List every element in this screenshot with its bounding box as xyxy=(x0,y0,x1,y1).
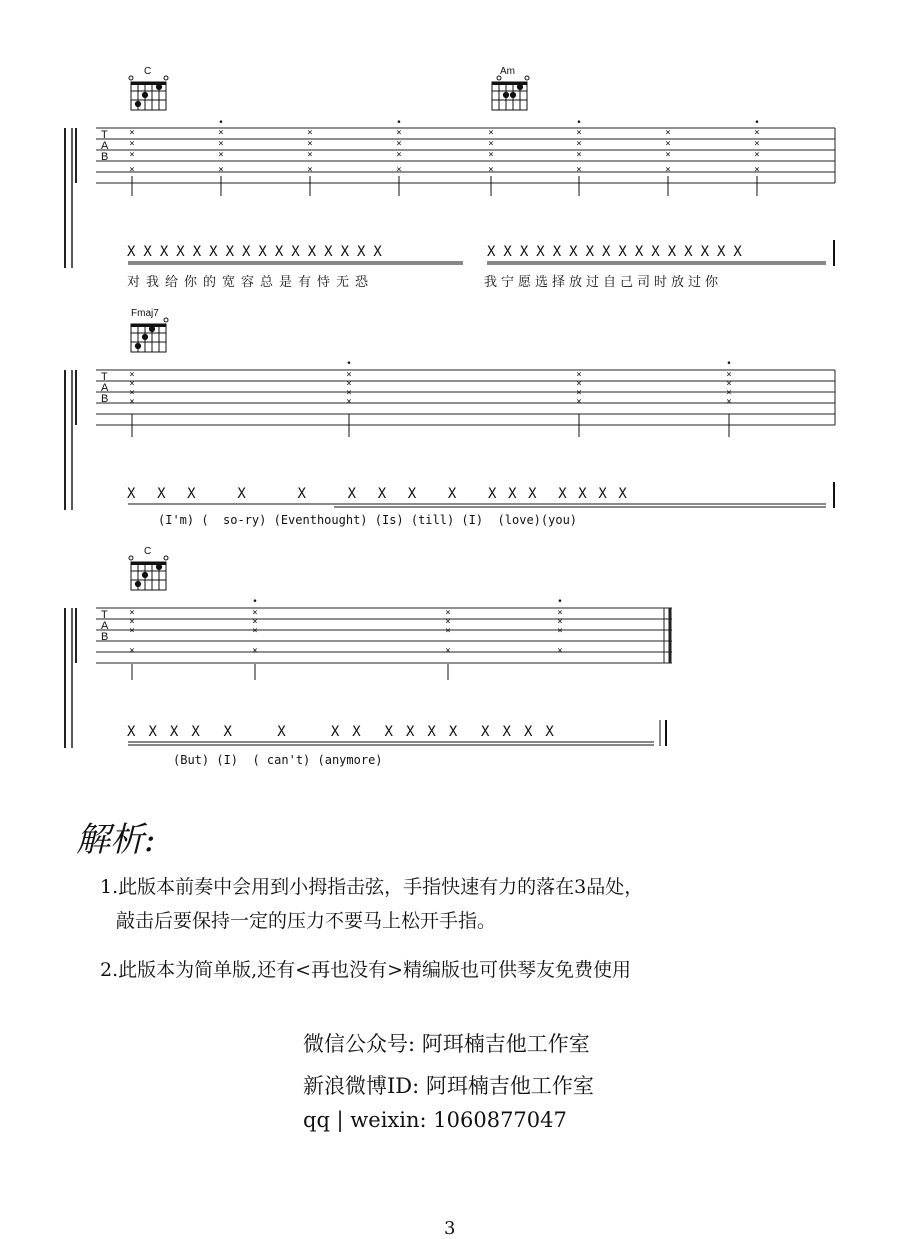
chord-diagram-c xyxy=(129,556,168,590)
svg-text:×: × xyxy=(129,608,135,618)
svg-text:×: × xyxy=(396,150,402,160)
tab-label: T A B xyxy=(101,129,109,163)
svg-text:•: • xyxy=(346,359,352,369)
svg-text:×: × xyxy=(129,388,135,398)
page-number: 3 xyxy=(444,1218,456,1239)
svg-text:×: × xyxy=(252,608,258,618)
beat xyxy=(252,597,257,680)
lyric-line: (I'm) ( so-ry) (Eventhought) (Is) (till) (I) (love)(you) xyxy=(158,513,578,527)
svg-text:×: × xyxy=(726,379,732,389)
svg-text:×: × xyxy=(445,608,451,618)
svg-text:×: × xyxy=(665,150,671,160)
svg-text:×: × xyxy=(129,139,135,149)
rhythm-notation: X X X X X X X X X X X X X X X X xyxy=(127,724,557,740)
tab-label: T A B xyxy=(101,609,109,643)
svg-text:×: × xyxy=(726,388,732,398)
rhythm-notation: X X X X X X X X X X X X X X X X xyxy=(127,486,629,502)
svg-text:×: × xyxy=(726,397,732,407)
svg-text:×: × xyxy=(445,626,451,636)
chord-name-am: Am xyxy=(500,66,515,77)
svg-text:×: × xyxy=(557,646,563,656)
svg-text:×: × xyxy=(307,150,313,160)
beat xyxy=(129,608,134,680)
svg-text:×: × xyxy=(129,165,135,175)
svg-text:•: • xyxy=(252,597,258,607)
svg-text:×: × xyxy=(396,128,402,138)
svg-text:×: × xyxy=(346,388,352,398)
svg-text:×: × xyxy=(218,128,224,138)
svg-text:×: × xyxy=(754,128,760,138)
svg-text:×: × xyxy=(665,139,671,149)
svg-text:×: × xyxy=(129,370,135,380)
svg-text:•: • xyxy=(218,118,224,128)
svg-text:×: × xyxy=(129,646,135,656)
svg-text:×: × xyxy=(665,128,671,138)
svg-text:×: × xyxy=(754,139,760,149)
svg-text:×: × xyxy=(557,608,563,618)
svg-text:×: × xyxy=(218,165,224,175)
svg-text:×: × xyxy=(488,128,494,138)
lyric-line: (But) (I) ( can't) (anymore) xyxy=(173,753,383,767)
svg-text:×: × xyxy=(129,617,135,627)
svg-text:×: × xyxy=(576,128,582,138)
analysis-note-1-continued: 敲击后要保持一定的压力不要马上松开手指。 xyxy=(116,910,497,932)
contact-wechat: 微信公众号: 阿珥楠吉他工作室 xyxy=(303,1032,590,1056)
svg-text:×: × xyxy=(445,646,451,656)
svg-text:×: × xyxy=(576,379,582,389)
svg-text:×: × xyxy=(488,139,494,149)
svg-text:×: × xyxy=(218,139,224,149)
svg-text:×: × xyxy=(252,626,258,636)
beat xyxy=(557,597,562,656)
svg-text:×: × xyxy=(665,165,671,175)
svg-text:×: × xyxy=(307,165,313,175)
svg-text:×: × xyxy=(218,150,224,160)
svg-text:×: × xyxy=(129,397,135,407)
tab-label: T A B xyxy=(101,371,109,405)
svg-text:×: × xyxy=(396,139,402,149)
contact-weibo: 新浪微博ID: 阿珥楠吉他工作室 xyxy=(303,1074,594,1098)
svg-text:•: • xyxy=(557,597,563,607)
svg-text:×: × xyxy=(576,139,582,149)
chord-name-c: C xyxy=(144,546,152,557)
svg-text:×: × xyxy=(488,165,494,175)
svg-text:×: × xyxy=(576,397,582,407)
svg-text:×: × xyxy=(557,617,563,627)
svg-text:•: • xyxy=(754,118,760,128)
analysis-title: 解析: xyxy=(76,820,156,860)
svg-text:×: × xyxy=(307,139,313,149)
rhythm-notation: XXXXXXXXXXXXXXXX xyxy=(487,244,750,260)
contact-qq: qq | weixin: 1060877047 xyxy=(303,1108,567,1132)
svg-text:×: × xyxy=(346,397,352,407)
svg-text:×: × xyxy=(726,370,732,380)
svg-text:×: × xyxy=(576,150,582,160)
svg-text:×: × xyxy=(252,617,258,627)
svg-text:×: × xyxy=(576,370,582,380)
svg-text:×: × xyxy=(754,165,760,175)
svg-text:×: × xyxy=(346,370,352,380)
chord-name-c: C xyxy=(144,66,152,77)
chord-name-fmaj7: Fmaj7 xyxy=(131,308,159,319)
svg-text:•: • xyxy=(576,118,582,128)
svg-text:×: × xyxy=(129,128,135,138)
svg-text:×: × xyxy=(576,388,582,398)
svg-text:×: × xyxy=(557,626,563,636)
svg-text:×: × xyxy=(307,128,313,138)
rhythm-notation: XXXXXXXXXXXXXXXX xyxy=(127,244,390,260)
beat xyxy=(445,608,450,680)
svg-text:×: × xyxy=(129,379,135,389)
svg-text:•: • xyxy=(726,359,732,369)
svg-text:×: × xyxy=(445,617,451,627)
lyric-line: 对我给你的宽容总是有恃无恐 xyxy=(127,275,375,290)
svg-text:×: × xyxy=(129,150,135,160)
svg-text:×: × xyxy=(488,150,494,160)
svg-text:•: • xyxy=(396,118,402,128)
svg-text:×: × xyxy=(129,626,135,636)
svg-text:×: × xyxy=(576,165,582,175)
analysis-note-1: 1.此版本前奏中会用到小拇指击弦，手指快速有力的落在3品处， xyxy=(100,876,644,898)
svg-text:×: × xyxy=(346,379,352,389)
lyric-line: 我宁愿选择放过自己司时放过你 xyxy=(484,275,723,290)
svg-text:×: × xyxy=(396,165,402,175)
svg-text:×: × xyxy=(754,150,760,160)
analysis-note-2: 2.此版本为简单版,还有<再也没有>精编版也可供琴友免费使用 xyxy=(100,959,632,981)
svg-text:×: × xyxy=(252,646,258,656)
